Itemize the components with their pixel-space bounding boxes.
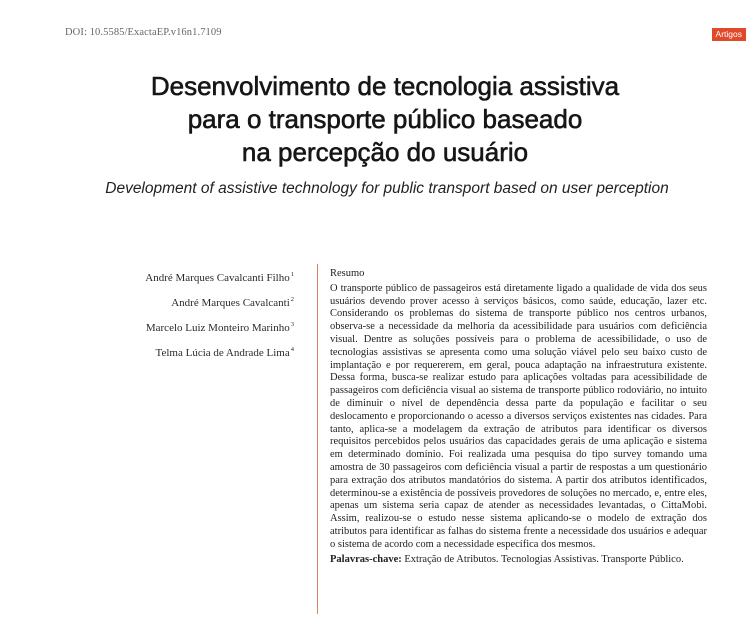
- keywords-label: Palavras-chave:: [330, 553, 402, 565]
- author-item: [145, 339, 294, 364]
- doi-text: DOI: 10.5585/ExactaEP.v16n1.7109: [65, 27, 222, 38]
- title-line-1: Desenvolvimento de tecnologia assistiva: [150, 71, 620, 101]
- author-item: [145, 289, 294, 314]
- title-line-3: na percepção do usuário: [241, 137, 529, 167]
- author-affiliation-mark: 3: [290, 321, 294, 328]
- author-name: Telma Lúcia de Andrade Lima: [155, 347, 290, 359]
- abstract-heading: Resumo: [330, 268, 365, 279]
- article-title: [0, 70, 756, 169]
- author-affiliation-mark: 1: [290, 271, 294, 278]
- abstract-section: [330, 268, 707, 566]
- author-item: [145, 314, 294, 339]
- author-item: [145, 264, 294, 289]
- author-affiliation-mark: 2: [290, 296, 294, 303]
- author-list: [145, 264, 294, 364]
- author-name: André Marques Cavalcanti Filho: [145, 272, 290, 284]
- column-divider: [317, 264, 318, 614]
- article-subtitle-english: Development of assistive technology for public transport based on user perception: [105, 180, 669, 197]
- author-name: André Marques Cavalcanti: [171, 297, 290, 309]
- keywords-line: [330, 554, 707, 567]
- author-affiliation-mark: 4: [290, 346, 294, 353]
- keywords-text: Extração de Atributos. Tecnologias Assistivas. Transporte Público.: [404, 553, 684, 565]
- title-line-2: para o transporte público baseado: [187, 104, 583, 134]
- abstract-body: O transporte público de passageiros está diretamente ligado a qualidade de vida dos seus usuários devendo prover acesso à serviços básicos, como saúde, educação, lazer etc. Considerando os problemas do sistema de transporte público nos centros urbanos, observa-se a necessidade da melhoria da acessibilidade para usuários com deficiência visual. Dentre as soluções possíveis para o problema de acessibilidade, o uso de tecnologias assistivas se apresenta como uma solução viável pelo seu baixo custo de implantação e por requererem, em geral, pouca adaptação na infraestrutura existente. Dessa forma, busca-se realizar estudo para aplicações voltadas para acessibilidade de passageiros com deficiência visual ao sistema de transporte público rodoviário, no intuito de diminuir o nível de dependência dessa parte da população e facilitar o seu deslocamento e proporcionando o acesso a diversos serviços existentes nas cidades. Para tanto, aplica-se a modelagem da extração de atributos para identificar os diversos requisitos percebidos pelos usuários das capacidades gerais de uma aplicação e sistema em determinado domínio. Foi realizada uma pesquisa do tipo survey tomando uma amostra de 30 passageiros com deficiência visual a partir de respostas a um questionário para extração dos atributos mandatórios do sistema. A partir dos atributos identificados, determinou-se a existência de possíveis provedores de soluções no mercado, e, entre eles, apenas um sistema seria capaz de atender as necessidades levantadas, o CittaMobi. Assim, realizou-se o estudo nesse sistema aplicando-se o modelo de extração dos atributos para identificar as falhas do sistema frente a necessidade dos usuários e adequar o sistema de acordo com a necessidade específica dos mesmos.: [330, 282, 707, 550]
- section-tag-badge: Artigos: [712, 28, 746, 41]
- author-name: Marcelo Luiz Monteiro Marinho: [145, 322, 290, 334]
